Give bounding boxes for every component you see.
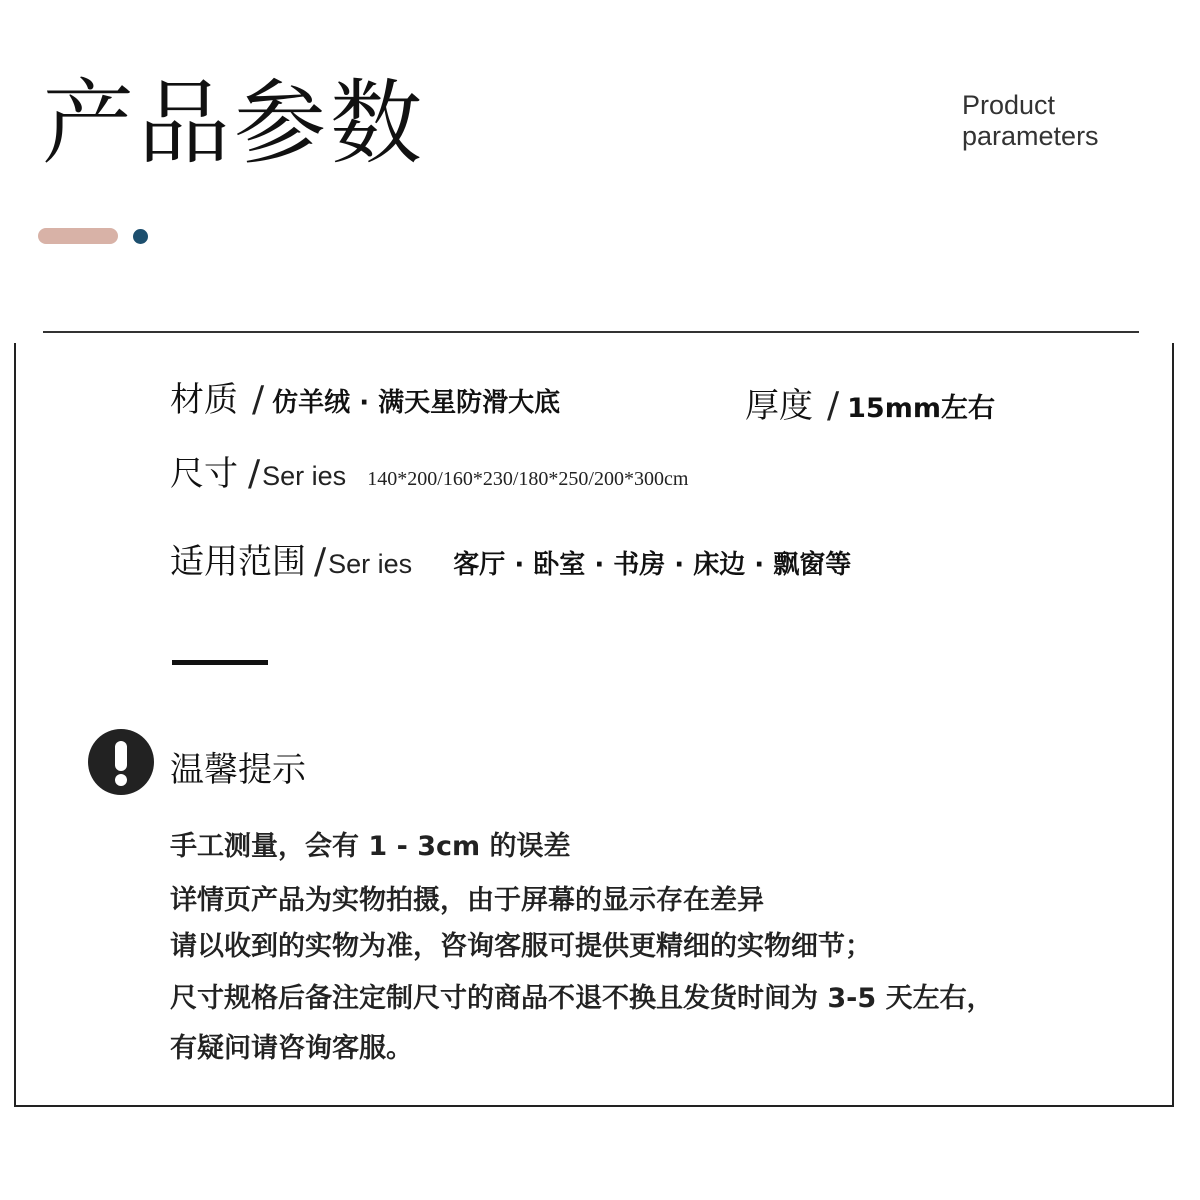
title-en-line1: Product (962, 90, 1056, 120)
page-title-cn: 产品参数 (42, 70, 427, 177)
material-value: 仿羊绒 · 满天星防滑大底 (272, 388, 561, 418)
size-series: Ser ies (262, 461, 347, 491)
scope-label: 适用范围 (170, 542, 306, 582)
size-label: 尺寸 (170, 454, 238, 494)
notice-line-3: 请以收到的实物为准，咨询客服可提供更精细的实物细节； (170, 931, 872, 962)
scope-series: Ser ies (328, 549, 413, 579)
section-divider (172, 660, 268, 665)
material-label: 材质 (170, 380, 238, 420)
scope-slash: / (314, 541, 327, 582)
notice-title: 温馨提示 (170, 750, 306, 790)
page-title-en (962, 90, 1099, 152)
scope-value: 客厅 · 卧室 · 书房 · 床边 · 飘窗等 (453, 550, 852, 580)
notice-line-1: 手工测量，会有 1 - 3cm 的误差 (170, 831, 571, 862)
top-divider (43, 331, 1139, 333)
spec-row-scope (170, 534, 851, 583)
accent-dot (133, 229, 148, 244)
notice-line-2: 详情页产品为实物拍摄，由于屏幕的显示存在差异 (170, 885, 764, 916)
spec-row-thickness (745, 378, 995, 427)
thickness-value: 15mm左右 (847, 393, 995, 424)
thickness-slash: / (827, 385, 840, 426)
material-slash: / (252, 379, 265, 420)
accent-bar (38, 228, 118, 244)
size-slash: / (248, 453, 261, 494)
notice-line-5: 有疑问请咨询客服。 (170, 1033, 413, 1064)
thickness-label: 厚度 (745, 386, 813, 426)
notice-line-4: 尺寸规格后备注定制尺寸的商品不退不换且发货时间为 3-5 天左右， (170, 983, 994, 1014)
exclamation-icon (88, 729, 154, 795)
spec-row-material (170, 372, 560, 421)
spec-row-size (170, 446, 688, 495)
title-en-line2: parameters (962, 121, 1099, 151)
size-value: 140*200/160*230/180*250/200*300cm (367, 468, 689, 490)
